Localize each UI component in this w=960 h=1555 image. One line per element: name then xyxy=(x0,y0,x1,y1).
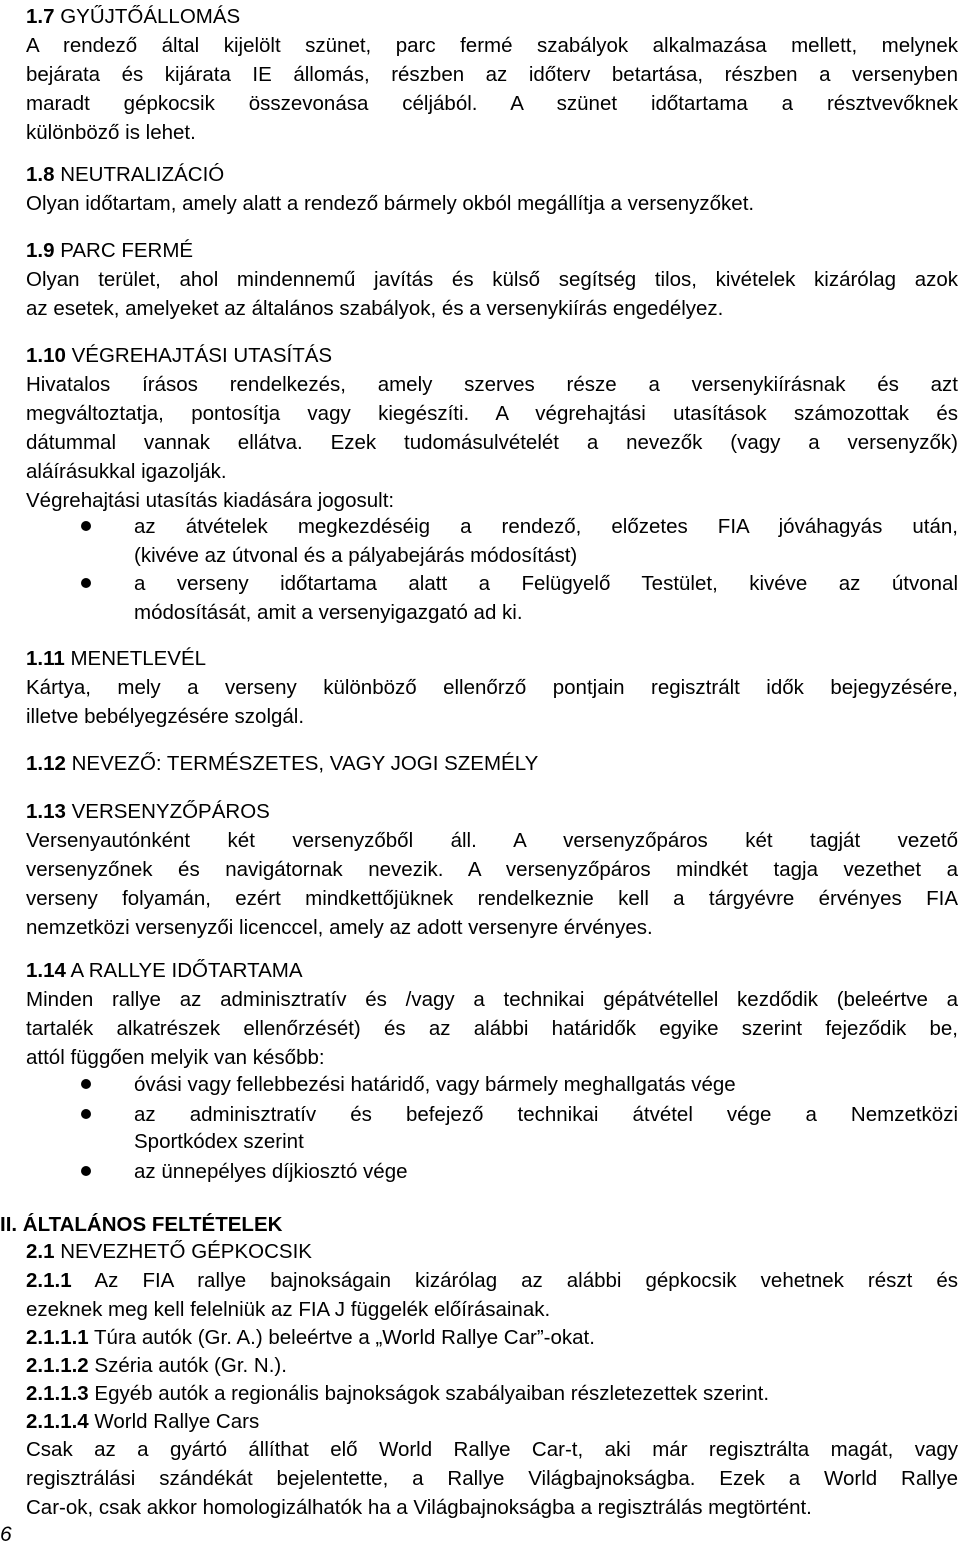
bullet-icon xyxy=(81,1079,91,1089)
bullet-item-line: az adminisztratív és befejező technikai átvétel vége a Nemzetközi xyxy=(134,1103,958,1126)
paragraph-line: regisztrálási szándékát bejelentette, a Rallye Világbajnokságba. Ezek a World Rallye xyxy=(26,1467,958,1490)
paragraph-line: illetve bebélyegzésére szolgál. xyxy=(26,705,305,728)
subsection-line: 2.1.1.1 Túra autók (Gr. A.) beleértve a „World Rallye Car”-okat. xyxy=(26,1326,595,1349)
bullet-item-line: a verseny időtartama alatt a Felügyelő Testület, kivéve az útvonal xyxy=(134,572,958,595)
section-heading-1-10: 1.10 VÉGREHAJTÁSI UTASÍTÁS xyxy=(26,344,333,367)
section-heading-1-11: 1.11 MENETLEVÉL xyxy=(26,647,207,670)
paragraph-line: különböző is lehet. xyxy=(26,121,196,144)
chapter-heading: II. ÁLTALÁNOS FELTÉTELEK xyxy=(0,1213,283,1236)
paragraph-line: A rendező által kijelölt szünet, parc fermé szabályok alkalmazása mellett, melynek xyxy=(26,34,958,57)
bullet-icon xyxy=(81,1166,91,1176)
subsection-line: 2.1.1.4 World Rallye Cars xyxy=(26,1410,260,1433)
paragraph-line: tartalék alkatrészek ellenőrzését) és az alábbi határidők egyike szerint fejeződik be, xyxy=(26,1017,958,1040)
paragraph-line: versenyzőnek és navigátornak nevezik. A versenyzőpáros mindkét tagja vezethet a xyxy=(26,858,958,881)
section-heading-2-1: 2.1 NEVEZHETŐ GÉPKOCSIK xyxy=(26,1240,312,1263)
paragraph-line: Car-ok, csak akkor homologizálhatók ha a Világbajnokságba a regisztrálás megtörtént. xyxy=(26,1496,812,1519)
section-heading-1-7: 1.7 GYŰJTŐÁLLOMÁS xyxy=(26,5,241,28)
bullet-icon xyxy=(81,521,91,531)
paragraph-line: az esetek, amelyeket az általános szabályok, és a versenykiírás engedélyez. xyxy=(26,297,724,320)
paragraph-line: Olyan időtartam, amely alatt a rendező bármely okból megállítja a versenyzőket. xyxy=(26,192,755,215)
paragraph-line: Végrehajtási utasítás kiadására jogosult: xyxy=(26,489,395,512)
section-heading-1-14: 1.14 A RALLYE IDŐTARTAMA xyxy=(26,959,303,982)
paragraph-line: Versenyautónként két versenyzőből áll. A versenyzőpáros két tagját vezető xyxy=(26,829,958,852)
bullet-item-line: az átvételek megkezdéséig a rendező, előzetes FIA jóváhagyás után, xyxy=(134,515,958,538)
section-heading-1-12: 1.12 NEVEZŐ: TERMÉSZETES, VAGY JOGI SZEMÉLY xyxy=(26,752,539,775)
paragraph-line: Olyan terület, ahol mindennemű javítás és külső segítség tilos, kivételek kizárólag azok xyxy=(26,268,958,291)
bullet-item-line: Sportkódex szerint xyxy=(134,1130,304,1153)
section-heading-1-13: 1.13 VERSENYZŐPÁROS xyxy=(26,800,270,823)
subsection-line: 2.1.1.3 Egyéb autók a regionális bajnokságok szabályaiban részletezettek szerint. xyxy=(26,1382,770,1405)
paragraph-line: Hivatalos írásos rendelkezés, amely szerves része a versenykiírásnak és azt xyxy=(26,373,958,396)
bullet-item-line: óvási vagy fellebbezési határidő, vagy bármely meghallgatás vége xyxy=(134,1073,736,1096)
subsection-line: 2.1.1.2 Széria autók (Gr. N.). xyxy=(26,1354,287,1377)
paragraph-line: Csak az a gyártó állíthat elő World Rallye Car-t, aki már regisztrálta magát, vagy xyxy=(26,1438,958,1461)
section-heading-1-8: 1.8 NEUTRALIZÁCIÓ xyxy=(26,163,225,186)
paragraph-line: bejárata és kijárata IE állomás, részben az időterv betartása, részben a versenyben xyxy=(26,63,958,86)
paragraph-line: 2.1.1 Az FIA rallye bajnokságain kizárólag az alábbi gépkocsik vehetnek részt és xyxy=(26,1269,958,1292)
paragraph-line: megváltoztatja, pontosítja vagy kiegészíti. A végrehajtási utasítások számozottak és xyxy=(26,402,958,425)
paragraph-line: maradt gépkocsik összevonása céljából. A szünet időtartama a résztvevőknek xyxy=(26,92,958,115)
section-heading-1-9: 1.9 PARC FERMÉ xyxy=(26,239,194,262)
paragraph-line: dátummal vannak ellátva. Ezek tudomásulvételét a nevezők (vagy a versenyzők) xyxy=(26,431,958,454)
paragraph-line: Minden rallye az adminisztratív és /vagy a technikai gépátvétellel kezdődik (beleértve a xyxy=(26,988,958,1011)
paragraph-line: nemzetközi versenyzői licenccel, amely az adott versenyre érvényes. xyxy=(26,916,653,939)
paragraph-line: aláírásukkal igazolják. xyxy=(26,460,227,483)
bullet-icon xyxy=(81,578,91,588)
paragraph-line: attól függően melyik van később: xyxy=(26,1046,325,1069)
paragraph-line: ezeknek meg kell felelniük az FIA J függelék előírásainak. xyxy=(26,1298,551,1321)
bullet-item-line: (kivéve az útvonal és a pályabejárás módosítást) xyxy=(134,544,578,567)
bullet-item-line: az ünnepélyes díjkiosztó vége xyxy=(134,1160,408,1183)
paragraph-line: verseny folyamán, ezért mindkettőjüknek rendelkeznie kell a tárgyévre érvényes FIA xyxy=(26,887,958,910)
bullet-item-line: módosítását, amit a versenyigazgató ad ki. xyxy=(134,601,523,624)
bullet-icon xyxy=(81,1109,91,1119)
page-number: 6 xyxy=(0,1523,12,1546)
paragraph-line: Kártya, mely a verseny különböző ellenőrző pontjain regisztrált idők bejegyzésére, xyxy=(26,676,958,699)
